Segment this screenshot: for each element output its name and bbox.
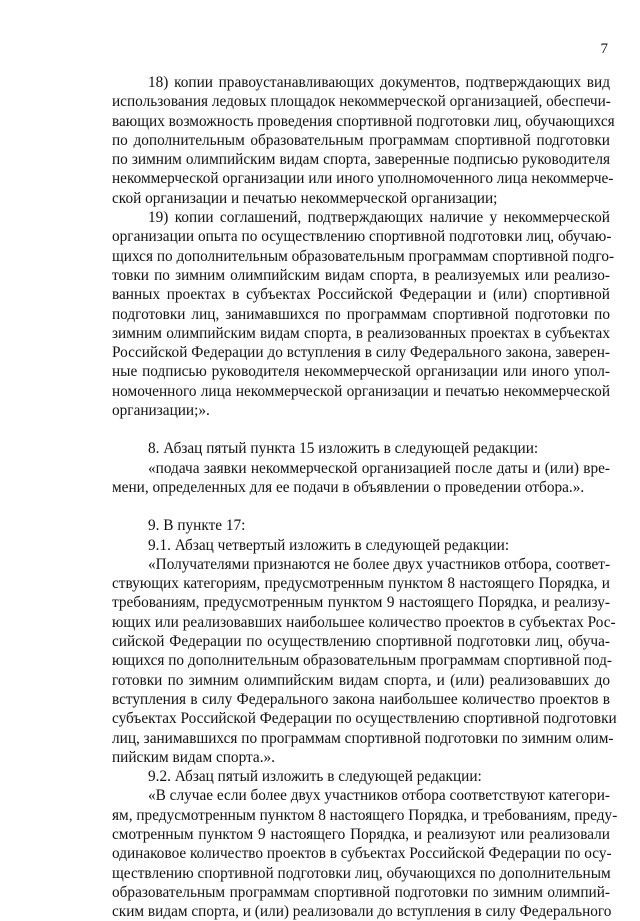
text-line: мени, определенных для ее подачи в объявлении о проведении отбора.». [112,478,585,496]
text-line: пийским видам спорта.». [112,748,275,766]
paragraph-p18 [112,73,615,208]
text-line: по дополнительным образовательным программам спортивной подготовки [112,131,610,149]
text-line: щихся по дополнительным образовательным программам спортивной подго- [112,247,615,265]
paragraph-p8 [112,439,610,458]
text-line: ствующих категориям, предусмотренным пунктом 8 настоящего Порядка, и [112,575,610,593]
text-line: ской организации и печатью некоммерческой организации; [112,189,498,207]
text-line: товки по зимним олимпийским видам спорта, в реализуемых или реализо- [112,266,610,284]
document-body [112,73,618,921]
text-line: ные подписью руководителя некоммерческой организации или иного упол- [112,363,610,381]
paragraph-gap [112,420,610,439]
text-line: требованиям, предусмотренным пунктом 9 настоящего Порядка, и реализу- [112,594,610,612]
text-line: 8. Абзац пятый пункта 15 изложить в следующей редакции: [148,440,539,458]
text-line: зимним олимпийским видам спорта, в реализованных проектах в субъектах [112,324,610,342]
text-line: субъектах Российской Федерации по осуществлению спортивной подготовки [112,710,617,728]
text-line: «Получателями признаются не более двух участников отбора, соответ- [148,555,611,573]
text-line: ющих или реализовавших наибольшее количество проектов в субъектах Рос- [112,613,616,631]
text-line: ществлению спортивной подготовки лиц, обучающихся по дополнительным [112,864,611,882]
paragraph-p8q [112,459,610,498]
text-line: 18) копии правоустанавливающих документов, подтверждающих вид [148,74,610,91]
text-line: Российской Федерации до вступления в силу Федерального закона, заверен- [112,344,610,362]
text-line: вступления в силу Федерального закона наибольшее количество проектов в [112,690,610,708]
text-line: 9. В пункте 17: [148,517,246,535]
text-line: смотренным пунктом 9 настоящего Порядка, и реализуют или реализовали [112,825,610,843]
text-line: ям, предусмотренным пунктом 8 настоящего Порядка, и требованиям, преду- [112,806,618,824]
paragraph-gap [112,497,610,516]
text-line: организации опыта по осуществлению спортивной подготовки лиц, обучаю- [112,228,612,246]
text-line: 9.2. Абзац пятый изложить в следующей редакции: [148,768,482,786]
paragraph-p9 [112,516,610,535]
text-line: некоммерческой организации или иного уполномоченного лица некоммерче- [112,170,614,188]
text-line: «В случае если более двух участников отбора соответствуют категори- [148,787,610,805]
text-line: организации;». [112,402,210,420]
text-line: 9.1. Абзац четвертый изложить в следующей редакции: [148,536,510,554]
text-line: «подача заявки некоммерческой организацией после даты и (или) вре- [148,459,610,477]
paragraph-p91q [112,555,617,767]
text-line: лиц, занимавшихся по программам спортивной подготовки по зимним олим- [112,729,614,747]
text-line: номоченного лица некоммерческой организации и печатью некоммерческой [112,382,610,400]
text-line: использования ледовых площадок некоммерческой организацией, обеспечи- [112,93,611,111]
text-line: готовки по зимним олимпийским видам спорта, и (или) реализовавших до [112,671,610,689]
paragraph-p92 [112,767,610,786]
paragraph-p91 [112,536,610,555]
text-line: ванных проектах в субъектах Российской Федерации и (или) спортивной [112,286,610,304]
text-line: вающих возможность проведения спортивной подготовки лиц, обучающихся [112,112,615,130]
page-number: 7 [600,41,608,57]
text-line: ским видам спорта, и (или) реализовали до вступления в силу Федерального [112,903,612,921]
text-line: сийской Федерации по осуществлению спортивной подготовки лиц, обуча- [112,633,610,651]
text-line: 19) копии соглашений, подтверждающих наличие у некоммерческой [148,209,610,227]
text-line: образовательным программам спортивной подготовки по зимним олимпий- [112,883,610,901]
paragraph-p19 [112,208,615,420]
text-line: ющихся по дополнительным образовательным программам спортивной под- [112,652,612,670]
text-line: одинаковое количество проектов в субъектах Российской Федерации по осу- [112,845,612,863]
text-line: подготовки лиц, занимавшихся по программам спортивной подготовки по [112,305,610,323]
text-line: по зимним олимпийским видам спорта, заверенные подписью руководителя [112,151,610,169]
paragraph-p92q [112,786,618,921]
